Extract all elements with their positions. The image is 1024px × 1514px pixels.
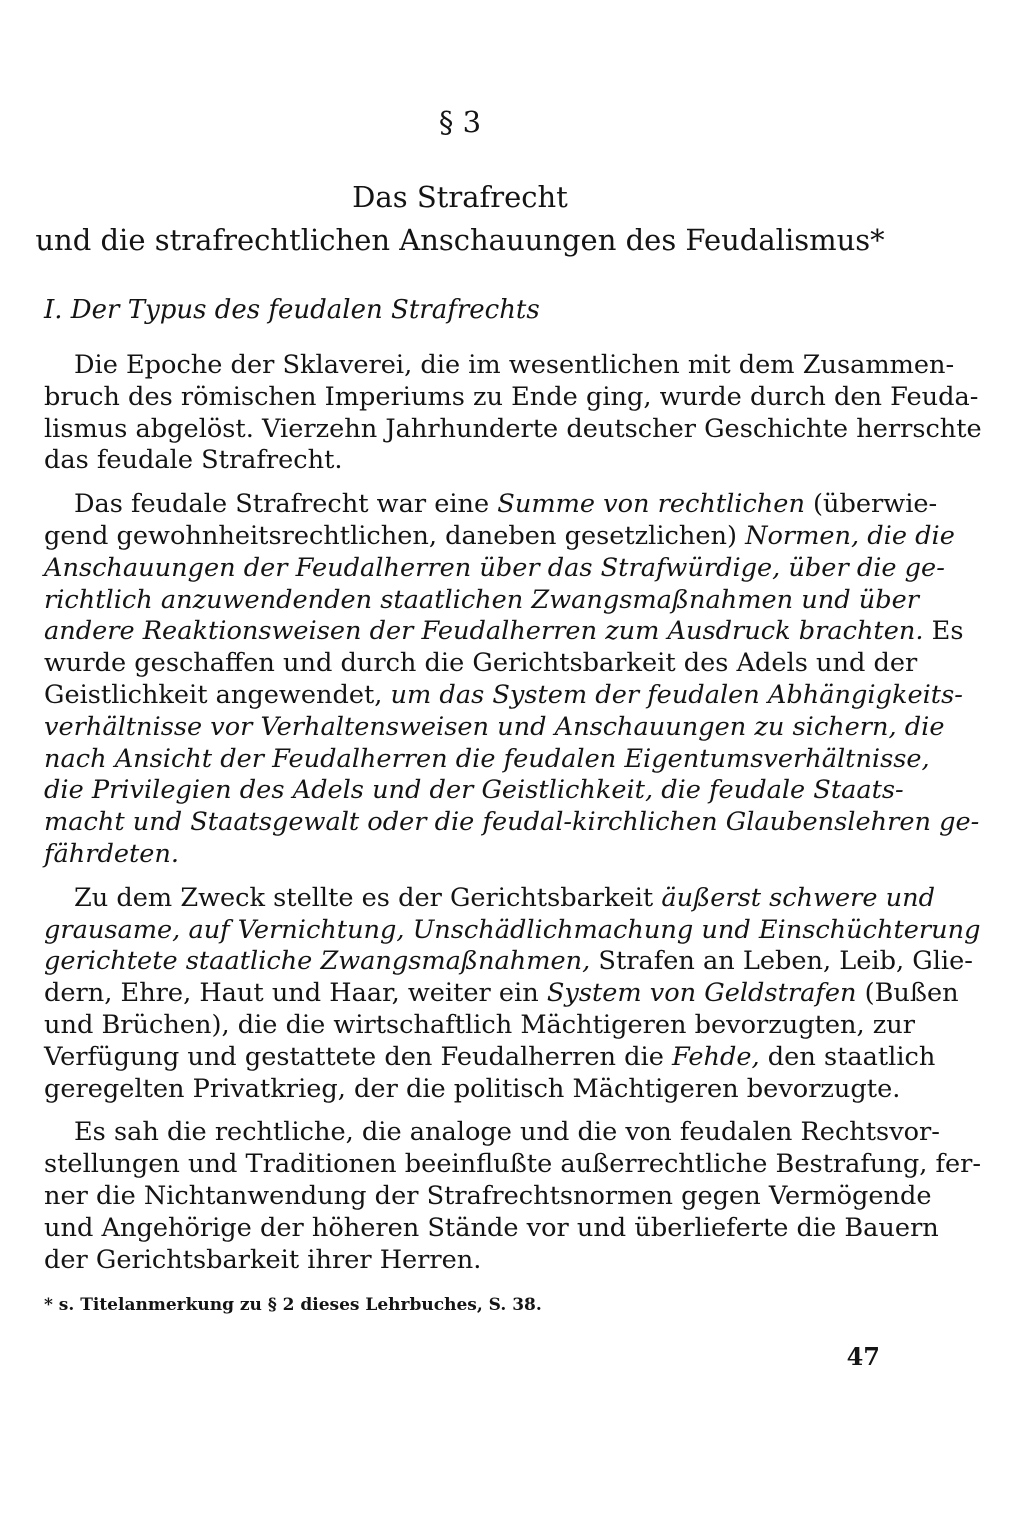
text-line: [44, 1117, 940, 1149]
text-line: [44, 648, 918, 680]
text-segment: geregelten Privatkrieg, der die politisch Mächtigeren bevorzugte.: [44, 1073, 901, 1104]
text-line: [44, 839, 880, 871]
text-segment: Verfügung und gestattete den Feudalherren die: [44, 1041, 672, 1072]
emphasis-text: grausame, auf Vernichtung, Unschädlichmachung und Einschüchterung: [44, 914, 981, 945]
emphasis-text: Fehde,: [672, 1041, 760, 1072]
text-segment: Die Epoche der Sklaverei, die im wesentlichen mit dem Zusammen-: [74, 350, 955, 380]
text-segment: Geistlichkeit angewendet,: [44, 679, 391, 710]
text-segment: ner die Nichtanwendung der Strafrechtsnormen gegen Vermögende: [44, 1180, 932, 1211]
emphasis-text: nach Ansicht der Feudalherren die feudalen Eigentumsverhältnisse,: [44, 743, 930, 774]
emphasis-text: die Privilegien des Adels und der Geistlichkeit, die feudale Staats-: [44, 775, 904, 806]
text-segment: Es: [923, 616, 964, 647]
text-segment: und Brüchen), die die wirtschaftlich Mächtigeren bevorzugten, zur: [44, 1009, 915, 1040]
text-line: [44, 914, 981, 947]
text-line: [44, 711, 945, 744]
emphasis-text: Summe von rechtlichen: [497, 489, 805, 520]
text-segment: Strafen an Leben, Leib, Glie-: [590, 946, 973, 977]
text-line: [44, 882, 936, 915]
emphasis-text: System von Geldstrafen: [546, 978, 857, 1009]
text-segment: dern, Ehre, Haut und Haar, weiter ein: [44, 978, 547, 1009]
emphasis-text: Normen, die die: [745, 520, 955, 551]
text-segment: lismus abgelöst. Vierzehn Jahrhunderte deutscher Geschichte herrschte: [44, 413, 982, 444]
page-number: 47: [846, 1342, 880, 1371]
text-line: [44, 616, 964, 648]
text-segment: Das feudale Strafrecht war eine: [74, 489, 498, 520]
text-line: [44, 743, 930, 776]
chapter-title: [0, 176, 920, 262]
emphasis-text: macht und Staatsgewalt oder die feudal-kirchlichen Glaubenslehren ge-: [44, 807, 980, 838]
text-line: [44, 413, 982, 446]
emphasis-text: Anschauungen der Feudalherren über das Strafwürdige, über die ge-: [44, 552, 945, 583]
text-line: [44, 350, 955, 382]
text-line: [44, 552, 945, 585]
text-line: [44, 1212, 939, 1245]
text-line: [44, 1041, 936, 1074]
text-segment: bruch des römischen Imperiums zu Ende ging, wurde durch den Feuda-: [44, 381, 979, 412]
chapter-title-line-2: und die strafrechtlichen Anschauungen des Feudalismus*: [35, 223, 885, 257]
text-segment: stellungen und Traditionen beeinflußte außerrechtliche Bestrafung, fer-: [44, 1149, 981, 1180]
text-segment: das feudale Strafrecht.: [44, 445, 343, 476]
text-line: [44, 584, 919, 617]
text-segment: und Angehörige der höheren Stände vor und überlieferte die Bauern: [44, 1212, 939, 1243]
text-segment: gend gewohnheitsrechtlichen, daneben gesetzlichen): [44, 520, 746, 551]
text-line: [44, 807, 980, 839]
text-segment: der Gerichtsbarkeit ihrer Herren.: [44, 1244, 482, 1275]
text-line: [44, 1149, 981, 1181]
paragraph: [44, 1117, 981, 1276]
text-line: [44, 445, 880, 477]
text-line: [44, 679, 963, 712]
text-line: [44, 946, 973, 978]
text-line: [44, 775, 904, 807]
emphasis-text: gerichtete staatliche Zwangsmaßnahmen,: [44, 946, 591, 977]
text-line: [44, 1180, 932, 1213]
text-segment: den staatlich: [759, 1041, 936, 1072]
paragraph: [44, 350, 982, 477]
emphasis-text: fährdeten.: [44, 838, 180, 869]
text-line: [44, 1245, 880, 1277]
text-line: [44, 489, 938, 521]
text-line: [44, 978, 959, 1010]
section-subheading: I. Der Typus des feudalen Strafrechts: [44, 295, 540, 325]
emphasis-text: andere Reaktionsweisen der Feudalherren zum Ausdruck brachten.: [44, 616, 924, 647]
body-text: [44, 350, 982, 1288]
text-line: [44, 381, 979, 414]
paragraph: [44, 489, 980, 871]
text-segment: Zu dem Zweck stellte es der Gerichtsbarkeit: [74, 882, 662, 913]
text-segment: (Bußen: [856, 978, 959, 1009]
emphasis-text: verhältnisse vor Verhaltensweisen und Anschauungen zu sichern, die: [44, 711, 945, 742]
section-number: § 3: [438, 105, 482, 139]
text-line: [44, 520, 955, 553]
paragraph: [44, 882, 981, 1106]
text-line: [44, 1009, 915, 1042]
emphasis-text: richtlich anzuwendenden staatlichen Zwangsmaßnahmen und über: [44, 584, 919, 615]
text-segment: wurde geschaffen und durch die Gerichtsbarkeit des Adels und der: [44, 648, 918, 679]
chapter-title-line-1: Das Strafrecht: [352, 180, 568, 214]
text-segment: (überwie-: [804, 489, 938, 520]
emphasis-text: äußerst schwere und: [661, 882, 936, 913]
footnote: * s. Titelanmerkung zu § 2 dieses Lehrbuches, S. 38.: [44, 1295, 542, 1315]
emphasis-text: um das System der feudalen Abhängigkeits-: [390, 679, 963, 710]
text-segment: Es sah die rechtliche, die analoge und die von feudalen Rechtsvor-: [74, 1117, 940, 1148]
text-line: [44, 1073, 901, 1106]
